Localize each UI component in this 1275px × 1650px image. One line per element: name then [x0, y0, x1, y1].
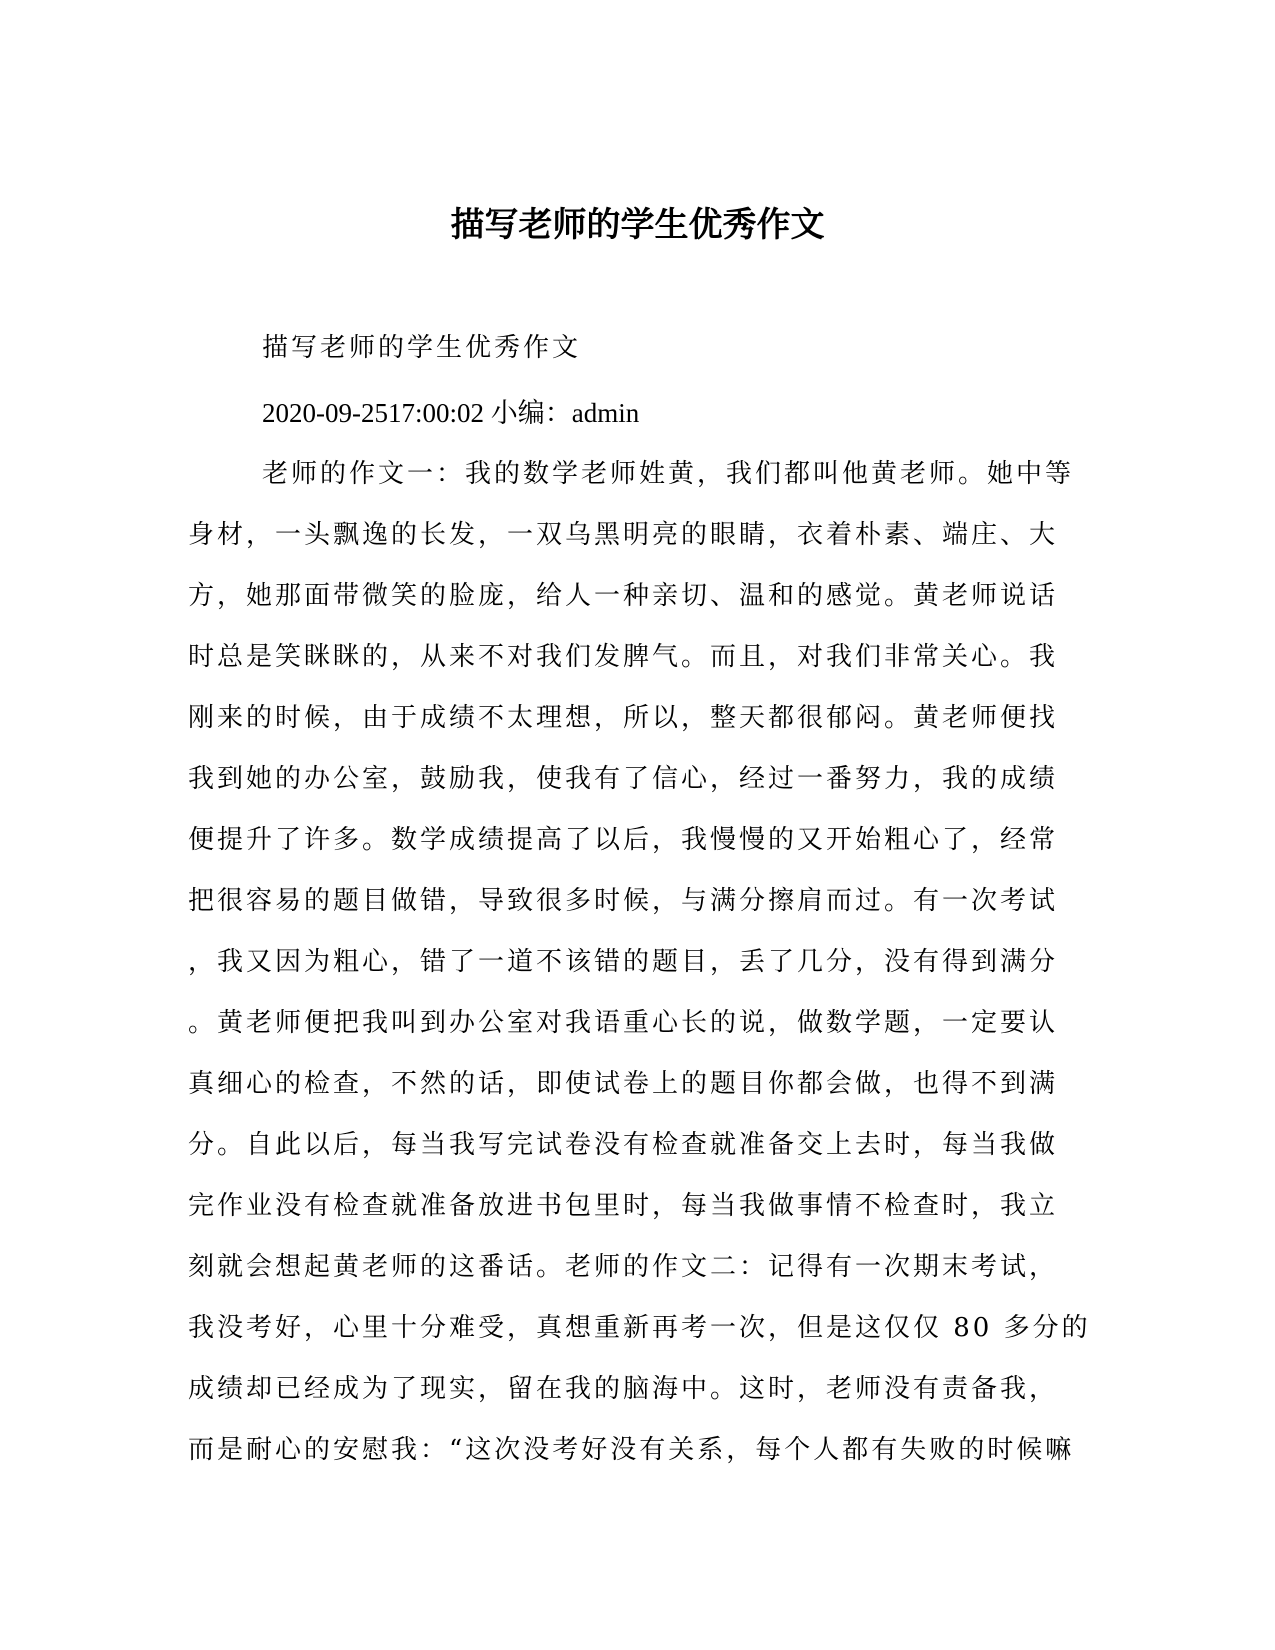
publish-meta: 2020-09-2517:00:02 小编：admin [262, 398, 640, 428]
body-line: 方，她那面带微笑的脸庞，给人一种亲切、温和的感觉。黄老师说话 [188, 581, 1059, 611]
body-line: 成绩却已经成为了现实，留在我的脑海中。这时，老师没有责备我， [188, 1374, 1059, 1404]
document-title: 描写老师的学生优秀作文 [450, 205, 825, 245]
body-line: 完作业没有检查就准备放进书包里时，每当我做事情不检查时，我立 [188, 1191, 1059, 1221]
body-line: 身材，一头飘逸的长发，一双乌黑明亮的眼睛，衣着朴素、端庄、大 [188, 520, 1059, 550]
body-line: 我到她的办公室，鼓励我，使我有了信心，经过一番努力，我的成绩 [188, 764, 1059, 794]
body-line: 老师的作文一：我的数学老师姓黄，我们都叫他黄老师。她中等 [262, 459, 1075, 489]
body-line: 分。自此以后，每当我写完试卷没有检查就准备交上去时，每当我做 [188, 1130, 1059, 1160]
body-line: 刚来的时候，由于成绩不太理想，所以，整天都很郁闷。黄老师便找 [188, 703, 1059, 733]
article-body [188, 450, 1091, 1487]
article-subtitle: 描写老师的学生优秀作文 [262, 333, 582, 363]
body-line: 真细心的检查，不然的话，即使试卷上的题目你都会做，也得不到满 [188, 1069, 1059, 1099]
body-line: 。黄老师便把我叫到办公室对我语重心长的说，做数学题，一定要认 [188, 1008, 1059, 1038]
body-line: 我没考好，心里十分难受，真想重新再考一次，但是这仅仅 80 多分的 [188, 1313, 1091, 1343]
body-line: 刻就会想起黄老师的这番话。老师的作文二：记得有一次期末考试， [188, 1252, 1059, 1282]
body-line: 而是耐心的安慰我：“这次没考好没有关系，每个人都有失败的时候嘛 [188, 1435, 1075, 1465]
body-line: 时总是笑眯眯的，从来不对我们发脾气。而且，对我们非常关心。我 [188, 642, 1059, 672]
body-line: 把很容易的题目做错，导致很多时候，与满分擦肩而过。有一次考试 [188, 886, 1059, 916]
body-line: ，我又因为粗心，错了一道不该错的题目，丢了几分，没有得到满分 [188, 947, 1059, 977]
body-line: 便提升了许多。数学成绩提高了以后，我慢慢的又开始粗心了，经常 [188, 825, 1059, 855]
